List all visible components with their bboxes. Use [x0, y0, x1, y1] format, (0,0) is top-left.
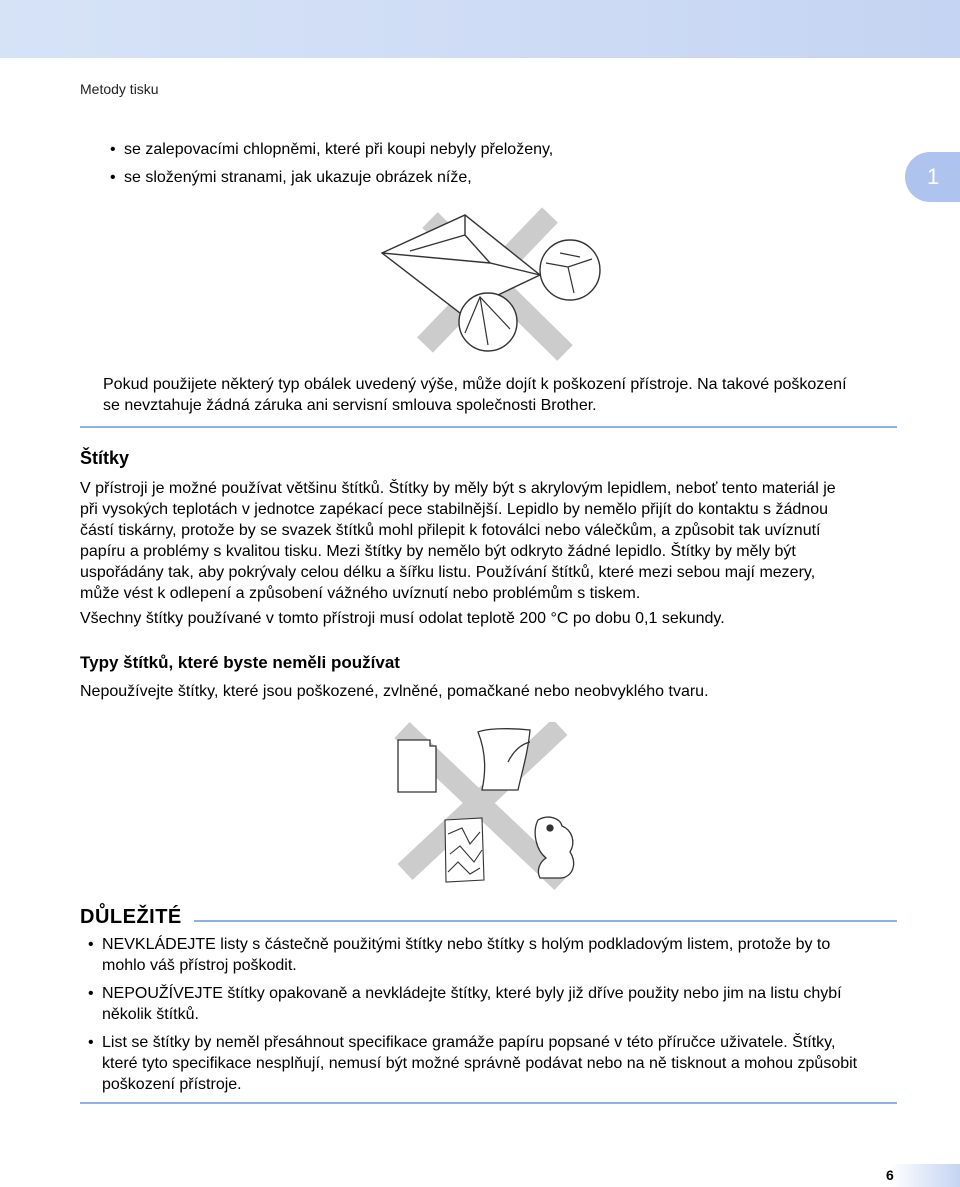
important-title: DŮLEŽITÉ [80, 906, 182, 928]
section-title-labels: Štítky [80, 448, 130, 468]
section-title-avoid-labels: Typy štítků, které byste neměli používat [80, 653, 400, 672]
zoom-circle-bottom [459, 293, 517, 351]
chapter-tab: 1 [905, 152, 960, 202]
list-item: • NEVKLÁDEJTE listy s částečně použitými štítky nebo štítky s holým podkladovým listem, protože by to mohlo váš přístroj poškodit. [88, 934, 896, 976]
zoom-circle-top [540, 240, 600, 300]
labels-illustration [390, 722, 590, 890]
damaged-label-sheet [398, 740, 436, 792]
crumpled-label-sheet [445, 818, 484, 882]
list-item: • se složenými stranami, jak ukazuje obrázek níže, [110, 168, 553, 188]
running-header: Metody tisku [80, 81, 159, 97]
section-divider [80, 426, 897, 428]
important-title-rule [194, 920, 897, 922]
list-item: • se zalepovacími chlopněmi, které při koupi nebyly přeloženy, [110, 140, 553, 160]
unusual-shape-label [535, 817, 573, 878]
avoid-labels-paragraph: Nepoužívejte štítky, které jsou poškozené, zvlněné, pomačkané nebo neobvyklého tvaru. [80, 683, 709, 700]
important-bottom-rule [80, 1102, 897, 1104]
page-number: 6 [860, 1164, 960, 1187]
important-list [88, 934, 896, 1102]
envelope-warning: Pokud použijete některý typ obálek uvedený výše, může dojít k poškození přístroje. Na takové poškození se nevztahuje žádná záruka ani servisní smlouva společnosti Brother. [103, 376, 847, 414]
labels-paragraph: V přístroji je možné používat většinu štítků. Štítky by měly být s akrylovým lepidlem, neboť tento materiál je při vysokých teplotách v jednotce zapékací pece stabilnější. Lepidlo by nemělo přijít do kontaktu s žádnou částí tiskárny, protože by se svazek štítků mohl přilepit k fotoválci nebo válečkům, a způsobit tak uvíznutí papíru a problémy s kvalitou tisku. Mezi štítky by nemělo být odkryto žádné lepidlo. Štítky by měly být uspořádány tak, aby pokrývaly celou délku a šířku listu. Používání štítků, které mezi sebou mají mezery, může vést k odlepení a způsobení vážného uvíznutí nebo problémům s tiskem. [80, 480, 836, 602]
envelope-illustration [370, 205, 610, 365]
intro-bullet-list [110, 140, 553, 196]
list-item: • List se štítky by neměl přesáhnout specifikace gramáže papíru popsané v této příručce uživatele. Štítky, které tyto specifikace nesplňují, nemusí být možné správně podávat nebo na ně tisknout a mohou způsobit poškození přístroje. [88, 1032, 896, 1095]
curled-label-sheet [478, 729, 530, 790]
header-band [0, 0, 960, 58]
list-item: • NEPOUŽÍVEJTE štítky opakovaně a nevkládejte štítky, které byly již dříve použity nebo jim na listu chybí několik štítků. [88, 983, 896, 1025]
labels-temperature-note: Všechny štítky používané v tomto přístroji musí odolat teplotě 200 °C po dobu 0,1 sekundy. [80, 610, 725, 627]
